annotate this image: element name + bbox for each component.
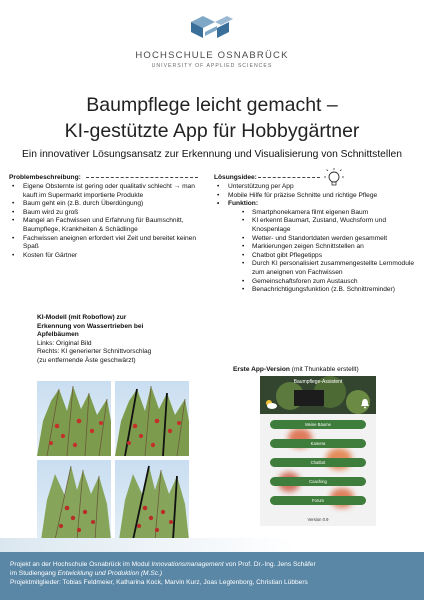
logo-mark-icon (189, 14, 235, 44)
footer-text: von Prof. Dr.-Ing. Jens Schäfer (223, 561, 316, 568)
university-subtitle: UNIVERSITY OF APPLIED SCIENCES (151, 63, 273, 69)
poster-title (0, 92, 424, 144)
menu-button-meine-baeume[interactable]: Meine Bäume (270, 420, 366, 429)
app-heading-note: (mit Thunkable erstellt) (291, 366, 359, 373)
university-name: HOCHSCHULE OSNABRÜCK (135, 50, 289, 61)
solution-list (214, 183, 420, 209)
list-item: • Kosten für Gärtner (9, 252, 202, 261)
bell-icon[interactable] (360, 398, 370, 409)
footer-line-1 (10, 560, 414, 569)
ki-heading-line-1: KI-Modell (mit Roboflow) zur (37, 314, 127, 321)
cloud-sun-icon (264, 398, 278, 410)
tree-photo-original-2 (37, 460, 111, 540)
menu-button-kamera[interactable]: Kamera (270, 439, 366, 448)
list-item: • Unterstützung per App (214, 183, 420, 192)
solution-heading: Lösungsidee: (214, 174, 257, 181)
app-heading-main: Erste App-Version (233, 366, 290, 373)
university-logo (0, 14, 424, 69)
ki-heading-line-2: Erkennung von Wassertrieben bei (37, 322, 144, 330)
footer-line-2 (10, 569, 414, 578)
ki-caption-right: Rechts: KI generierter Schnittvorschlag (37, 348, 152, 356)
list-item: • Mangel an Fachwissen und Erfahrung für Baumschnitt, Baumpflege, Krankheiten & Schädlinge (9, 217, 202, 234)
poster-subtitle: Ein innovativer Lösungsansatz zur Erkennung und Visualisierung von Schnittstellen (22, 149, 402, 160)
ki-model-section (37, 314, 197, 366)
list-item: • Durch KI personalisiert zusammengestellte Lernmodule zum aneignen von Fachwissen (240, 260, 420, 277)
functions-list (240, 209, 420, 295)
tree-photo-cut-suggestion-1 (115, 381, 189, 456)
functions-label: • Funktion: (214, 200, 420, 209)
ki-caption-note: (zu entfernende Äste geschwärzt) (37, 356, 136, 364)
ki-caption-left: Links: Original Bild (37, 339, 92, 347)
app-screenshot (260, 376, 376, 526)
list-item: • KI erkennt Baumart, Zustand, Wuchsform und Knospenlage (240, 217, 420, 234)
list-item: • Mobile Hilfe für präzise Schnitte und richtige Pflege (214, 192, 420, 201)
module-name: Innovationsmanagement (151, 561, 224, 568)
app-version-heading (233, 366, 359, 373)
list-item: • Chatbot gibt Pflegetipps (240, 252, 420, 261)
menu-button-forum[interactable]: Forum (270, 496, 366, 505)
list-item: • Wetter- und Standortdaten werden gesammelt (240, 235, 420, 244)
list-item: • Markierungen zeigen Schnittstellen an (240, 243, 420, 252)
tree-photo-original-1 (37, 381, 111, 456)
problem-heading: Problembeschreibung: (9, 174, 81, 181)
solution-section (214, 174, 420, 295)
list-item: • Fachwissen aneignen erfordert viel Zeit und bereitet keinen Spaß (9, 235, 202, 252)
tree-photo-cut-suggestion-2 (115, 460, 189, 540)
footer-text: Projekt an der Hochschule Osnabrück im Modul (10, 561, 152, 568)
menu-button-chatbot[interactable]: Chatbot (270, 458, 366, 467)
title-line-1: Baumpflege leicht gemacht – (86, 94, 338, 116)
list-item: • Baum wird zu groß (9, 209, 202, 218)
list-item: • Benachrichtigungsfunktion (z.B. Schnittreminder) (240, 286, 420, 295)
list-item: • Baum geht ein (z.B. durch Überdüngung) (9, 200, 202, 209)
footer-line-3: Projektmitglieder: Tobias Feldmeier, Katharina Kock, Marvin Kurz, Joas Legtenborg, Christian Lübbers (10, 579, 308, 586)
app-header-title: Baumpflege-Assistent (293, 379, 343, 385)
study-program: Entwicklung und Produktion (M.Sc.) (57, 570, 163, 577)
footer-text: im Studiengang (10, 570, 58, 577)
problem-section (9, 174, 202, 260)
list-item: • Gemeinschaftsforen zum Austausch (240, 278, 420, 287)
ki-heading-line-3: Apfelbäumen (37, 331, 79, 339)
title-line-2: KI-gestützte App für Hobbygärtner (64, 120, 360, 142)
list-item: • Eigene Obsternte ist gering oder qualitativ schlecht → man kauft im Supermarkt importierte Produkte (9, 183, 202, 200)
problem-list (9, 183, 202, 260)
app-version-label: Version 0.9 (307, 517, 329, 522)
list-item: • Smartphonekamera filmt eigenen Baum (240, 209, 420, 218)
footer (0, 552, 424, 600)
menu-button-coaching[interactable]: Coaching (270, 477, 366, 486)
